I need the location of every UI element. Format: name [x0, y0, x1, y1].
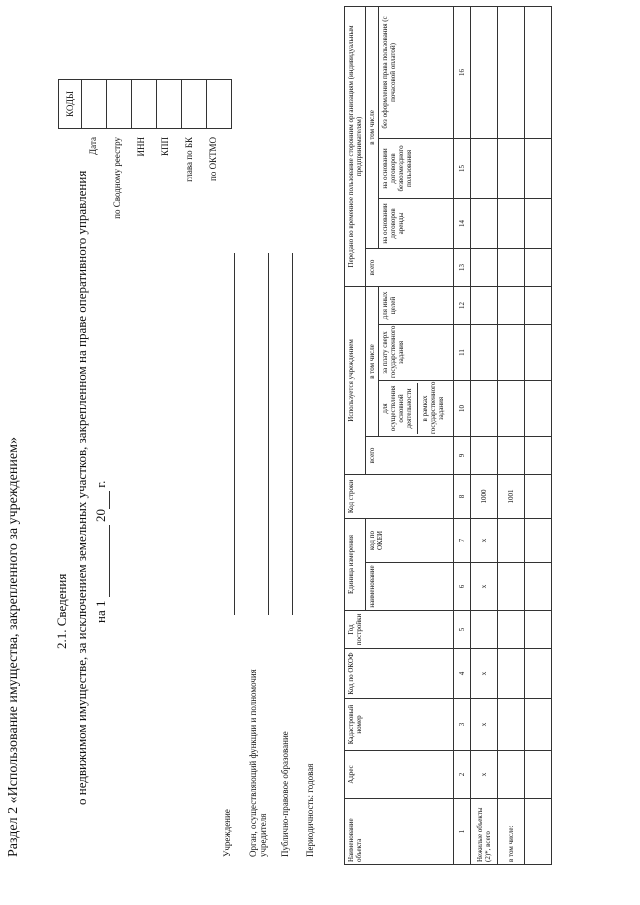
- cell-empty[interactable]: [525, 248, 552, 286]
- row-name: в том числе:: [498, 799, 525, 865]
- code-cell-inn[interactable]: [132, 80, 157, 129]
- col-num: 10: [454, 380, 471, 436]
- code-label-inn: ИНН: [136, 137, 146, 157]
- field-founder-label: Орган, осуществляющий функции и полномочия учредителя: [248, 669, 268, 857]
- col-num: 6: [454, 563, 471, 611]
- field-institution-line[interactable]: [234, 253, 235, 615]
- col-num: 9: [454, 436, 471, 474]
- row-unit-name[interactable]: [498, 563, 525, 611]
- col-num: 5: [454, 611, 471, 649]
- cell-input[interactable]: [498, 436, 525, 474]
- row-year[interactable]: [471, 611, 498, 649]
- th-free-use: на основании договоров безвозмездного пользования: [379, 138, 454, 198]
- cell-empty[interactable]: [525, 324, 552, 380]
- cell-input[interactable]: [471, 248, 498, 286]
- row-unit-okei: x: [471, 518, 498, 562]
- th-okof: Код по ОКОФ: [345, 649, 454, 699]
- cell-input[interactable]: [471, 6, 498, 138]
- code-label-oktmo: по ОКТМО: [208, 137, 218, 181]
- column-number-row: [454, 6, 471, 864]
- cell-input[interactable]: [498, 138, 525, 198]
- col-num: 13: [454, 248, 471, 286]
- field-institution-label: Учреждение: [222, 809, 232, 857]
- period-year: 20: [93, 509, 108, 523]
- col-num: 11: [454, 324, 471, 380]
- code-cell-kpp[interactable]: [157, 80, 182, 129]
- cell-input[interactable]: [471, 324, 498, 380]
- th-unit-name: наименование: [366, 563, 454, 611]
- row-code: 1001: [498, 474, 525, 518]
- th-used-incl: в том числе: [366, 286, 379, 436]
- col-num: 15: [454, 138, 471, 198]
- codes-title: КОДЫ: [59, 80, 82, 129]
- col-num: 7: [454, 518, 471, 562]
- field-public-entity-line[interactable]: [292, 253, 293, 615]
- code-label-date: Дата: [88, 137, 98, 155]
- cell-empty[interactable]: [525, 799, 552, 865]
- cell-input[interactable]: [471, 138, 498, 198]
- th-main-activity-label: для осуществления основной деятельности: [381, 385, 413, 432]
- code-cell-bk[interactable]: [182, 80, 207, 129]
- th-transferred: Передано во временное пользование сторонним организациям (индивидуальным предпринимателям): [345, 6, 366, 286]
- row-okof: x: [471, 649, 498, 699]
- th-tr-total: всего: [366, 248, 454, 286]
- cell-input[interactable]: [498, 286, 525, 324]
- code-cell-reestr[interactable]: [107, 80, 132, 129]
- th-rent: на основании договоров аренды: [379, 198, 454, 248]
- th-other: для иных целей: [379, 286, 454, 324]
- code-label-reestr: по Сводному реестру: [112, 137, 122, 219]
- code-label-bk: глава по БК: [184, 137, 194, 182]
- row-cadastral: x: [471, 699, 498, 751]
- cell-input[interactable]: [471, 436, 498, 474]
- cell-input[interactable]: [471, 380, 498, 436]
- col-num: 2: [454, 751, 471, 799]
- cell-empty[interactable]: [525, 699, 552, 751]
- period-line: [93, 481, 110, 623]
- property-table: [344, 6, 552, 865]
- th-row-code: Код строки: [345, 474, 454, 518]
- period-year-blank: [93, 491, 110, 509]
- th-within-task: в рамках государственного задания: [417, 383, 445, 434]
- col-num: 4: [454, 649, 471, 699]
- row-name: Нежилые объекты (2)*, всего: [471, 799, 498, 865]
- cell-empty[interactable]: [525, 563, 552, 611]
- cell-empty[interactable]: [525, 649, 552, 699]
- cell-empty[interactable]: [525, 474, 552, 518]
- period-prefix: на 1: [93, 600, 108, 623]
- row-unit-name: x: [471, 563, 498, 611]
- subtitle: 2.1. Сведения: [54, 573, 69, 649]
- cell-empty[interactable]: [525, 611, 552, 649]
- field-founder-line[interactable]: [268, 253, 269, 615]
- row-okof[interactable]: [498, 649, 525, 699]
- th-tr-incl: в том числе: [366, 6, 379, 248]
- form-description: о недвижимом имуществе, за исключением земельных участков, закрепленном на праве оперативного управления: [74, 170, 89, 805]
- th-unit-okei: код по ОКЕИ: [366, 518, 454, 562]
- th-name: Наименование объекта: [345, 799, 454, 865]
- cell-empty[interactable]: [525, 138, 552, 198]
- cell-input[interactable]: [498, 380, 525, 436]
- col-num: 14: [454, 198, 471, 248]
- row-address[interactable]: [498, 751, 525, 799]
- cell-input[interactable]: [498, 248, 525, 286]
- th-unit: Единица измерения: [345, 518, 366, 610]
- table-row: [498, 6, 525, 864]
- cell-empty[interactable]: [525, 286, 552, 324]
- cell-input[interactable]: [498, 198, 525, 248]
- cell-empty[interactable]: [525, 6, 552, 138]
- code-label-kpp: КПП: [160, 137, 170, 157]
- code-cell-oktmo[interactable]: [207, 80, 232, 129]
- col-num: 1: [454, 799, 471, 865]
- cell-empty[interactable]: [525, 751, 552, 799]
- row-address: x: [471, 751, 498, 799]
- row-code: 1000: [471, 474, 498, 518]
- row-unit-okei[interactable]: [498, 518, 525, 562]
- table-row: [471, 6, 498, 864]
- period-day-month-blank: [93, 525, 110, 597]
- col-num: 12: [454, 286, 471, 324]
- cell-input[interactable]: [498, 324, 525, 380]
- col-num: 8: [454, 474, 471, 518]
- th-year: Год постройки: [345, 611, 454, 649]
- cell-input[interactable]: [498, 6, 525, 138]
- table-row: [525, 6, 552, 864]
- code-cell-date[interactable]: [82, 80, 107, 129]
- field-public-entity-label: Публично-правовое образование: [280, 731, 290, 857]
- row-cadastral[interactable]: [498, 699, 525, 751]
- th-used-total: всего: [366, 436, 454, 474]
- th-address: Адрес: [345, 751, 454, 799]
- field-periodicity-label: Периодичность: годовая: [305, 763, 315, 857]
- cell-empty[interactable]: [525, 436, 552, 474]
- col-num: 16: [454, 6, 471, 138]
- cell-input[interactable]: [471, 286, 498, 324]
- cell-empty[interactable]: [525, 380, 552, 436]
- codes-table: [58, 79, 232, 129]
- th-cadastral: Кадастровый номер: [345, 699, 454, 751]
- col-num: 3: [454, 699, 471, 751]
- section-title: Раздел 2 «Использование имущества, закрепленного за учреждением»: [6, 437, 21, 857]
- cell-empty[interactable]: [525, 198, 552, 248]
- th-no-docs: без оформления права пользования (с почасовой оплатой): [379, 6, 454, 138]
- period-suffix: г.: [93, 480, 108, 488]
- th-used: Используется учреждением: [345, 286, 366, 474]
- th-main-activity: [379, 380, 454, 436]
- row-year[interactable]: [498, 611, 525, 649]
- th-above-task: за плату сверх государственного задания: [379, 324, 454, 380]
- cell-empty[interactable]: [525, 518, 552, 562]
- cell-input[interactable]: [471, 198, 498, 248]
